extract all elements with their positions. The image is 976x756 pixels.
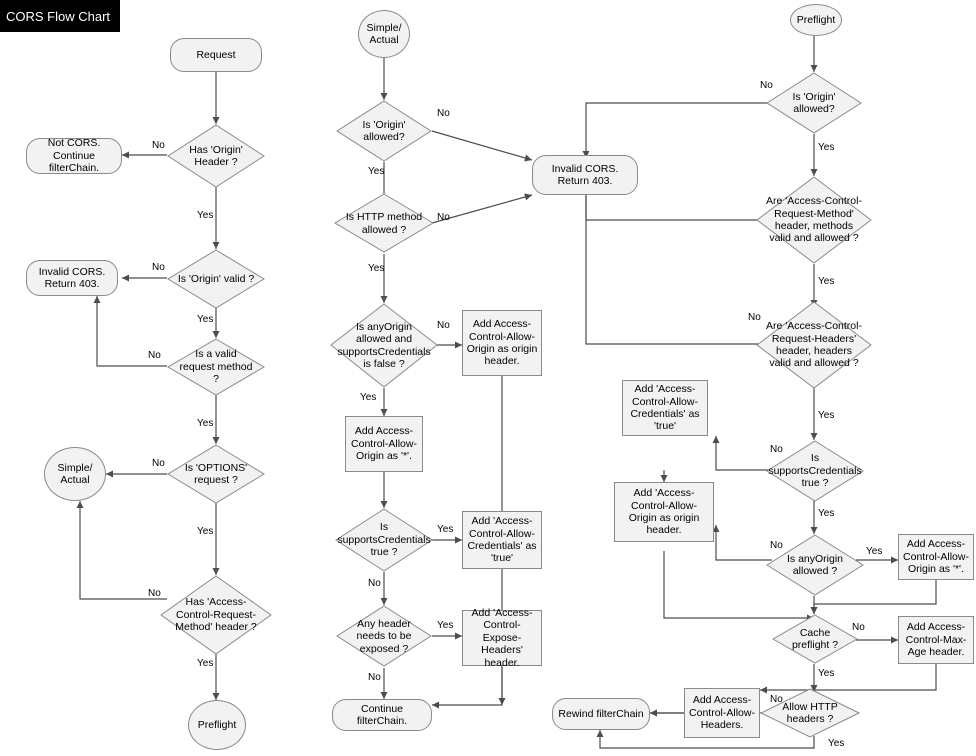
- edge-label: Yes: [818, 276, 835, 287]
- edge-label: No: [148, 588, 161, 599]
- edge-label: No: [437, 108, 450, 119]
- node-supports-credentials-right[interactable]: Is supportsCredentials true ?: [766, 440, 864, 502]
- node-mid-origin-allowed[interactable]: Is 'Origin' allowed?: [336, 100, 432, 162]
- edge-label: Yes: [197, 210, 214, 221]
- node-add-expose-headers[interactable]: Add 'Access-Control-Expose-Headers' header.: [462, 610, 542, 666]
- node-valid-request-method[interactable]: Is a valid request method ?: [167, 338, 265, 396]
- node-supports-credentials-mid[interactable]: Is supportsCredentials true ?: [335, 508, 433, 572]
- node-http-method-allowed[interactable]: Is HTTP method allowed ?: [334, 193, 434, 254]
- node-has-origin-header[interactable]: Has 'Origin' Header ?: [167, 124, 265, 188]
- edge-label: No: [770, 540, 783, 551]
- edge-label: Yes: [197, 418, 214, 429]
- node-rewind-filterchain[interactable]: Rewind filterChain: [552, 698, 650, 730]
- node-continue-filterchain[interactable]: Continue filterChain.: [332, 699, 432, 731]
- edge-label: No: [852, 622, 865, 633]
- edge-label: No: [760, 80, 773, 91]
- edge-label: No: [437, 212, 450, 223]
- edge-label: No: [148, 350, 161, 361]
- node-add-acao-origin-mid[interactable]: Add Access-Control-Allow-Origin as origin header.: [462, 310, 542, 376]
- node-invalid-cors-left[interactable]: Invalid CORS. Return 403.: [26, 260, 118, 296]
- edge-label: Yes: [818, 508, 835, 519]
- node-add-allow-headers[interactable]: Add Access-Control-Allow-Headers.: [684, 688, 760, 738]
- node-simple-actual-mid[interactable]: Simple/ Actual: [358, 10, 410, 58]
- edge-label: Yes: [197, 658, 214, 669]
- node-acrm-valid-allowed[interactable]: Are 'Access-Control-Request-Method' header, methods valid and allowed ?: [756, 176, 872, 264]
- edge-label: Yes: [866, 546, 883, 557]
- node-is-options-request[interactable]: Is 'OPTIONS' request ?: [167, 444, 265, 504]
- node-add-acac-true-mid[interactable]: Add 'Access-Control-Allow-Credentials' as 'true': [462, 511, 542, 569]
- edge-label: Yes: [360, 392, 377, 403]
- edge-label: No: [368, 672, 381, 683]
- node-anyorigin-allowed-right[interactable]: Is anyOrigin allowed ?: [766, 534, 864, 596]
- node-not-cors-continue[interactable]: Not CORS. Continue filterChain.: [26, 138, 122, 174]
- edge-label: No: [152, 262, 165, 273]
- page-title: CORS Flow Chart: [0, 0, 120, 32]
- node-is-origin-valid[interactable]: Is 'Origin' valid ?: [167, 249, 265, 309]
- edge-label: Yes: [437, 524, 454, 535]
- node-add-acao-origin-right[interactable]: Add 'Access-Control-Allow-Origin as origin header.: [614, 482, 714, 542]
- edge-label: Yes: [368, 263, 385, 274]
- node-cache-preflight[interactable]: Cache preflight ?: [772, 614, 858, 664]
- edge-label: No: [770, 694, 783, 705]
- edge-label: Yes: [197, 526, 214, 537]
- node-has-acrm-header[interactable]: Has 'Access-Control-Request-Method' header ?: [160, 575, 272, 655]
- edge-label: No: [152, 458, 165, 469]
- edge-label: No: [437, 320, 450, 331]
- edge-label: No: [152, 140, 165, 151]
- node-invalid-cors-mid[interactable]: Invalid CORS. Return 403.: [532, 155, 638, 195]
- edge-label: No: [368, 578, 381, 589]
- node-preflight-left[interactable]: Preflight: [188, 700, 246, 750]
- edge-label: Yes: [818, 142, 835, 153]
- node-preflight-right[interactable]: Preflight: [790, 4, 842, 36]
- edge-label: Yes: [368, 166, 385, 177]
- node-header-exposed[interactable]: Any header needs to be exposed ?: [336, 605, 432, 668]
- edge-label: Yes: [437, 620, 454, 631]
- edge-label: Yes: [828, 738, 845, 749]
- node-right-origin-allowed[interactable]: Is 'Origin' allowed?: [766, 72, 862, 134]
- edge-label: Yes: [818, 668, 835, 679]
- edge-label: Yes: [197, 314, 214, 325]
- node-add-max-age[interactable]: Add Access-Control-Max-Age header.: [898, 616, 974, 664]
- node-add-acao-star-mid[interactable]: Add Access-Control-Allow-Origin as '*'.: [345, 416, 423, 472]
- node-acrh-valid-allowed[interactable]: Are 'Access-Control-Request-Headers' header, headers valid and allowed ?: [756, 301, 872, 389]
- node-add-acao-star-right[interactable]: Add Access-Control-Allow-Origin as '*'.: [898, 534, 974, 580]
- edge-label: No: [748, 312, 761, 323]
- node-add-acac-true-right[interactable]: Add 'Access-Control-Allow-Credentials' as 'true': [622, 380, 708, 436]
- node-request[interactable]: Request: [170, 38, 262, 72]
- node-simple-actual-left[interactable]: Simple/ Actual: [44, 447, 106, 501]
- node-anyorigin-and-credentials-false[interactable]: Is anyOrigin allowed and supportsCredentials is false ?: [330, 303, 438, 388]
- edge-label: No: [770, 444, 783, 455]
- edge-label: Yes: [818, 410, 835, 421]
- node-allow-http-headers[interactable]: Allow HTTP headers ?: [760, 688, 860, 738]
